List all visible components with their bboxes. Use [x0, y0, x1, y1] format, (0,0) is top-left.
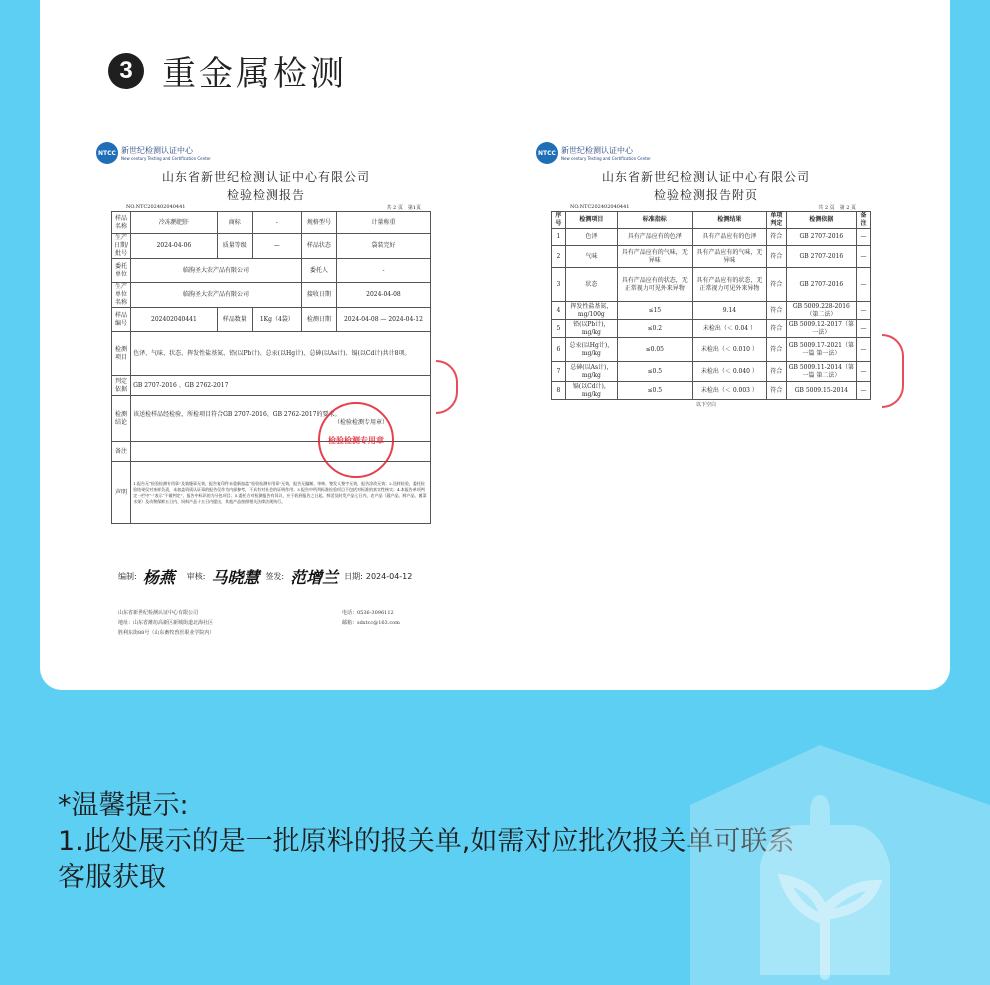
stamp-text: 检验检测专用章: [328, 435, 384, 445]
appendix-header-cell: 单项判定: [767, 212, 787, 229]
appendix-header-cell: 序号: [552, 212, 566, 229]
sign-date: 2024-04-12: [365, 572, 413, 581]
label-test-items: 检测项目: [112, 332, 131, 376]
prepared-label: 编制:: [118, 572, 137, 581]
table-row: [552, 362, 871, 382]
report-number: NO.NTC202402040441: [126, 204, 186, 210]
conclusion-stamp-note: （检验检测专用章）: [333, 418, 388, 426]
appendix-report-number: NO.NTC202402040441: [570, 204, 630, 210]
table-cell: 具有产品应有的色泽: [692, 229, 766, 246]
footer-address2: 胜利东街88号（山东畜牧兽医职业学院内）: [118, 630, 215, 636]
table-cell: —: [857, 268, 871, 302]
appendix-header-cell: 检测结果: [692, 212, 766, 229]
table-cell: 4: [552, 302, 566, 320]
leaf-house-watermark-icon: [690, 745, 990, 985]
tip-line-2: 客服获取: [58, 862, 166, 893]
value-producer: 临朐圣大农产品有限公司: [131, 283, 302, 308]
table-cell: 符合: [767, 382, 787, 400]
prepared-signature: 杨燕: [142, 568, 175, 587]
table-cell: 9.14: [692, 302, 766, 320]
value-basis: GB 2707-2016 、GB 2762-2017: [131, 376, 431, 396]
table-cell: 具有产品应有的状态，无正常视力可见外来异物: [692, 268, 766, 302]
report-footer-right: [342, 608, 400, 628]
value-receive-date: 2024-04-08: [336, 283, 430, 308]
seam-stamp-right: [882, 334, 904, 408]
label-producer: 生产单位名称: [112, 283, 131, 308]
appendix-title: 检验检测报告附页: [653, 188, 758, 202]
page-info: 共 2 页 第1页: [386, 205, 421, 211]
table-cell: GB 5009.228-2016（第二法）: [786, 302, 856, 320]
end-note: 以下空白: [695, 402, 716, 408]
value-quantity: 1Kg（4袋）: [252, 308, 301, 332]
table-cell: 具有产品应有的气味，无异味: [617, 246, 692, 268]
table-cell: 符合: [767, 268, 787, 302]
table-cell: ≤0.5: [617, 362, 692, 382]
table-cell: 具有产品应有的状态，无正常视力可见外来异物: [617, 268, 692, 302]
appendix-header-cell: 备注: [857, 212, 871, 229]
table-cell: ≤0.2: [617, 320, 692, 338]
section-title: 重金属检测: [162, 54, 347, 94]
tip-title: *温馨提示:: [58, 790, 189, 821]
appendix-logo: [536, 142, 876, 164]
value-sample-state: 袋装完好: [336, 234, 430, 259]
table-cell: GB 5009.17-2021（第一篇 第一法）: [786, 338, 856, 362]
report-logo: [96, 142, 436, 164]
table-cell: 符合: [767, 302, 787, 320]
label-basis: 判定依据: [112, 376, 131, 396]
table-cell: GB 5009.11-2014（第一篇 第二法）: [786, 362, 856, 382]
table-cell: 气味: [565, 246, 617, 268]
report-table: [111, 211, 431, 524]
report-footer-left: [118, 608, 214, 638]
table-cell: 未检出（＜ 0.003 ）: [692, 382, 766, 400]
table-row: [552, 229, 871, 246]
table-cell: 镉(以Cd计)，mg/kg: [565, 382, 617, 400]
table-cell: 具有产品应有的色泽: [617, 229, 692, 246]
table-cell: —: [857, 229, 871, 246]
table-cell: 状态: [565, 268, 617, 302]
table-row: [552, 320, 871, 338]
table-cell: 未检出（＜ 0.010 ）: [692, 338, 766, 362]
table-cell: —: [857, 362, 871, 382]
label-receive-date: 接收日期: [301, 283, 336, 308]
org-name-en: New century Testing and Certification Center: [561, 156, 651, 161]
section-heading: [108, 46, 347, 95]
approve-label: 签发:: [265, 572, 285, 581]
label-conclusion: 检测结论: [112, 396, 131, 442]
table-cell: —: [857, 382, 871, 400]
table-cell: 总砷(以As计)，mg/kg: [565, 362, 617, 382]
tip-line-1: 1.此处展示的是一批原料的报关单,如需对应批次报关单可联系: [58, 826, 795, 857]
table-row: [552, 382, 871, 400]
table-cell: 总汞(以Hg计)，mg/kg: [565, 338, 617, 362]
value-test-items: 色泽、气味、状态、挥发性盐基氮、铅(以Pb计)、总汞(以Hg计)、总砷(以As计)、镉(以Cd计)共计8项。: [131, 332, 431, 376]
table-cell: —: [857, 246, 871, 268]
label-sample-name: 样品名称: [112, 212, 131, 234]
value-statement: 1.报告无“检验检测专用章”及骑缝章无效，报告复印件未重新加盖“检验检测专用章”无效，报告无编制、审核、签发人签字无效，报告涂改无效；2.送样检验，委托检验结果仅对来样负责，未加盖资质认证章的报告仅作为内部参考，不具有对社会的证明作用；3.报告中所列标准检验项目不包括对标准的真实性核实；4.本报告单项判定一栏中“-”表示“不做判定”，报告中标识的为分包项目；5.委托方对检测报告有异议，应于收到报告之日起，鲜活及时发产品七日内、农产品（蔬产品、鲜产品、菌菜水果）及动物保鲜五日内、饲料产品十五日内提出，其他产品按照相关法律法规执行。: [131, 462, 431, 524]
signature-row: [118, 565, 412, 588]
footer-email: 邮箱：sdxtcc@163.com: [342, 620, 400, 626]
table-cell: ≤0.5: [617, 382, 692, 400]
review-label: 审核:: [186, 572, 206, 581]
value-brand: -: [252, 212, 301, 234]
footer-company: 山东省新世纪检测认证中心有限公司: [118, 610, 199, 616]
org-name-en: New century Testing and Certification Center: [121, 156, 211, 161]
label-grade: 质量等级: [217, 234, 252, 259]
official-stamp: [318, 402, 394, 478]
value-production-date: 2024-04-06: [131, 234, 218, 259]
org-name-cn: 新世纪检测认证中心: [121, 146, 193, 155]
value-principal: -: [336, 259, 430, 283]
label-test-date: 检测日期: [301, 308, 336, 332]
table-cell: 7: [552, 362, 566, 382]
table-cell: GB 2707-2016: [786, 246, 856, 268]
footer-phone: 电话：0536-3096112: [342, 610, 394, 616]
value-grade: —: [252, 234, 301, 259]
table-cell: 3: [552, 268, 566, 302]
table-cell: —: [857, 320, 871, 338]
table-cell: 5: [552, 320, 566, 338]
label-brand: 商标: [217, 212, 252, 234]
table-cell: —: [857, 302, 871, 320]
value-sample-name: 冷冻鹅肥肝: [131, 212, 218, 234]
ntcc-logo-icon: NTCC: [536, 142, 558, 164]
label-production-date: 生产日期/批号: [112, 234, 131, 259]
org-name-cn: 新世纪检测认证中心: [561, 146, 633, 155]
appendix-header-cell: 检测依据: [786, 212, 856, 229]
label-principal: 委托人: [301, 259, 336, 283]
table-cell: 符合: [767, 246, 787, 268]
table-cell: 铅(以Pb计)，mg/kg: [565, 320, 617, 338]
section-number-badge: 3: [108, 53, 144, 89]
appendix-header-cell: 标准指标: [617, 212, 692, 229]
table-cell: ≤0.05: [617, 338, 692, 362]
ntcc-logo-icon: NTCC: [96, 142, 118, 164]
table-cell: 符合: [767, 338, 787, 362]
appendix-page-info: 共 2 页 第 2 页: [818, 205, 856, 211]
label-quantity: 样品数量: [217, 308, 252, 332]
test-report-appendix: [536, 142, 876, 408]
value-client: 临朐圣大农产品有限公司: [131, 259, 302, 283]
label-statement: 声明: [112, 462, 131, 524]
label-spec: 规格型号: [301, 212, 336, 234]
table-cell: 8: [552, 382, 566, 400]
label-client: 委托单位: [112, 259, 131, 283]
table-cell: GB 2707-2016: [786, 229, 856, 246]
table-cell: 6: [552, 338, 566, 362]
date-label: 日期:: [344, 572, 363, 581]
label-sample-number: 样品编号: [112, 308, 131, 332]
table-row: [552, 338, 871, 362]
table-row: [552, 246, 871, 268]
table-cell: —: [857, 338, 871, 362]
table-cell: GB 5009.12-2017（第一法）: [786, 320, 856, 338]
table-cell: 挥发性盐基氮，mg/100g: [565, 302, 617, 320]
table-cell: GB 2707-2016: [786, 268, 856, 302]
table-row: [552, 302, 871, 320]
table-cell: 1: [552, 229, 566, 246]
table-cell: 2: [552, 246, 566, 268]
table-cell: 未检出（＜ 0.040 ）: [692, 362, 766, 382]
table-cell: 未检出（＜ 0.04 ）: [692, 320, 766, 338]
appendix-header-cell: 检测项目: [565, 212, 617, 229]
table-cell: 色泽: [565, 229, 617, 246]
appendix-company-name: 山东省新世纪检测认证中心有限公司: [601, 170, 810, 184]
table-row: [552, 268, 871, 302]
review-signature: 马晓慧: [211, 568, 260, 587]
table-cell: ≤15: [617, 302, 692, 320]
appendix-table: [551, 211, 871, 400]
conclusion-text: 该送检样品经检验，所检项目符合GB 2707-2016、GB 2762-2017的要求。: [133, 410, 341, 418]
label-sample-state: 样品状态: [301, 234, 336, 259]
approve-signature: 范增兰: [290, 568, 339, 587]
table-cell: 符合: [767, 229, 787, 246]
table-cell: 符合: [767, 362, 787, 382]
company-name: 山东省新世纪检测认证中心有限公司: [161, 170, 370, 184]
value-test-date: 2024-04-08 — 2024-04-12: [336, 308, 430, 332]
table-cell: 具有产品应有的气味，无异味: [692, 246, 766, 268]
table-cell: 符合: [767, 320, 787, 338]
report-title: 检验检测报告: [226, 188, 305, 202]
label-remark: 备注: [112, 442, 131, 462]
test-report-page-1: [96, 142, 436, 524]
value-sample-number: 202402040441: [131, 308, 218, 332]
value-spec: 计量称重: [336, 212, 430, 234]
table-cell: GB 5009.15-2014: [786, 382, 856, 400]
footer-address: 地址：山东省潍坊高新区新城街道北海社区: [118, 620, 214, 626]
